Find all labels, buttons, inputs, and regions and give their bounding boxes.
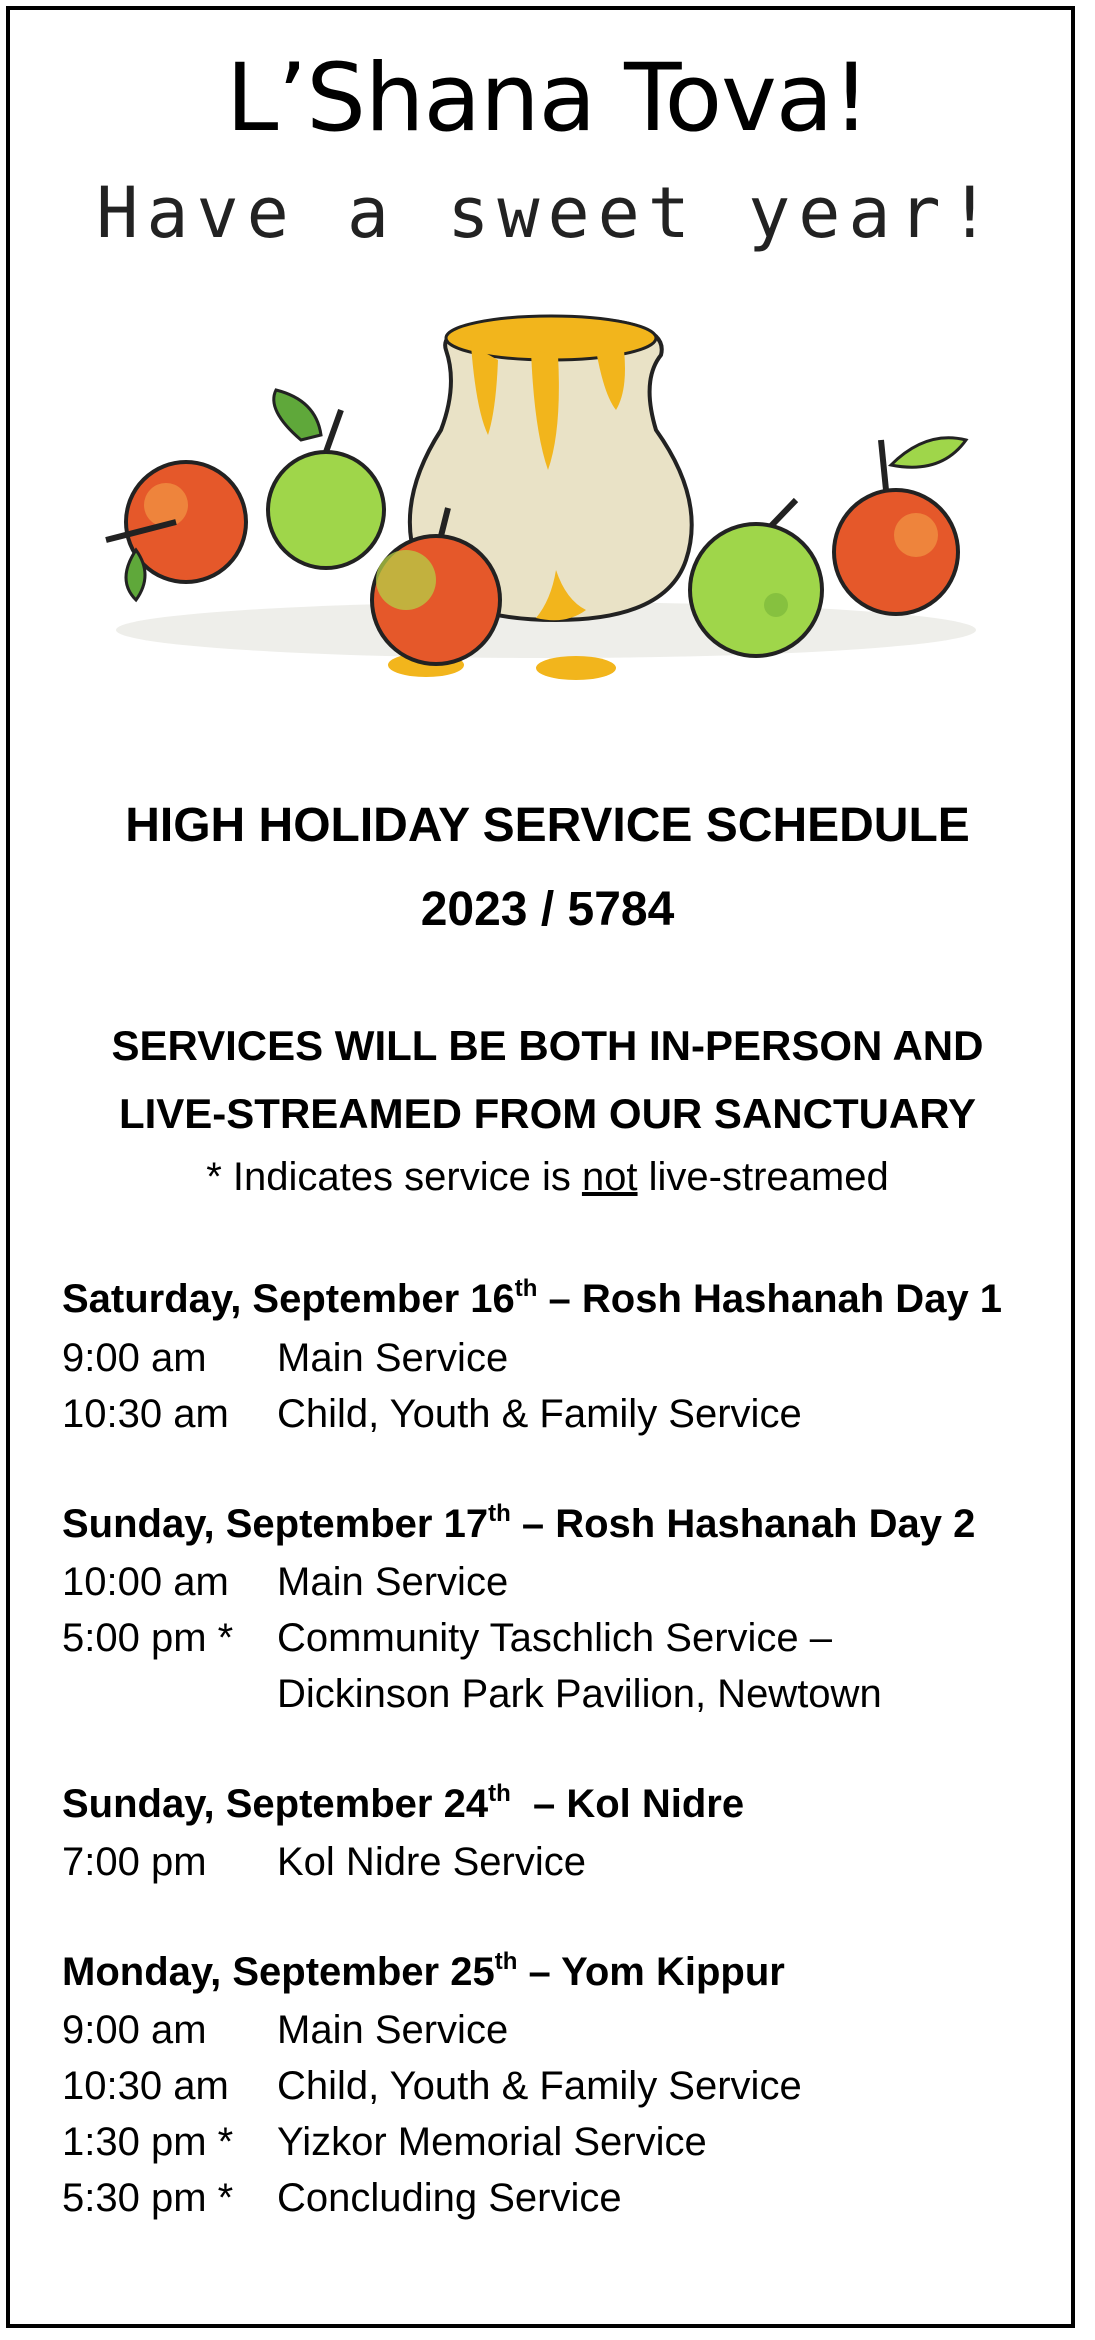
day-holiday: – Rosh Hashanah Day 1	[537, 1277, 1003, 1321]
livestream-note	[0, 1157, 1095, 1197]
day-heading	[62, 1275, 1003, 1321]
red-apple-icon	[106, 462, 246, 600]
service-name: Main Service	[277, 2008, 509, 2052]
day-date: Saturday, September 16	[62, 1277, 515, 1321]
day-heading	[62, 1780, 745, 1826]
schedule-year: 2023 / 5784	[420, 883, 675, 936]
service-name: Main Service	[277, 1336, 509, 1380]
note-suffix: live-streamed	[637, 1155, 889, 1199]
service-name: Yizkor Memorial Service	[277, 2120, 707, 2164]
service-name: Main Service	[277, 1560, 509, 1604]
day-date: Sunday, September 24	[62, 1782, 489, 1826]
services-notice-line2: LIVE-STREAMED FROM OUR SANCTUARY	[118, 1090, 977, 1137]
service-name: Child, Youth & Family Service	[277, 1392, 802, 1436]
day-ordinal: th	[488, 1500, 511, 1527]
service-time: 7:00 pm	[62, 1840, 207, 1884]
red-apple-right-icon	[834, 438, 966, 614]
service-time: 5:30 pm *	[62, 2176, 234, 2220]
day-ordinal: th	[514, 1275, 538, 1302]
service-name: Kol Nidre Service	[277, 1840, 587, 1884]
honey-pot-apples-illustration	[96, 300, 996, 720]
day-heading	[62, 1500, 976, 1546]
day-ordinal: th	[488, 1780, 511, 1807]
services-notice-line1: SERVICES WILL BE BOTH IN-PERSON AND	[111, 1022, 984, 1069]
service-location: Dickinson Park Pavilion, Newtown	[277, 1672, 882, 1716]
day-date: Sunday, September 17	[62, 1502, 489, 1546]
service-name: Child, Youth & Family Service	[277, 2064, 802, 2108]
green-apple-icon	[268, 390, 384, 568]
service-name: Community Taschlich Service –	[277, 1616, 833, 1660]
green-apple-right-icon	[690, 500, 822, 656]
service-time: 9:00 am	[62, 1336, 207, 1380]
tagline: Have a sweet year!	[96, 172, 999, 254]
service-time: 10:30 am	[62, 2064, 229, 2108]
service-time: 9:00 am	[62, 2008, 207, 2052]
service-time: 1:30 pm *	[62, 2120, 234, 2164]
day-ordinal: th	[494, 1948, 518, 1975]
day-holiday: – Kol Nidre	[510, 1782, 745, 1826]
schedule-title: HIGH HOLIDAY SERVICE SCHEDULE	[125, 799, 970, 852]
service-name: Concluding Service	[277, 2176, 622, 2220]
note-emphasis: not	[581, 1155, 638, 1199]
day-date: Monday, September 25	[62, 1950, 495, 1994]
service-time: 5:00 pm *	[62, 1616, 234, 1660]
day-holiday: – Rosh Hashanah Day 2	[510, 1502, 976, 1546]
note-prefix: * Indicates service is	[206, 1155, 582, 1199]
service-time: 10:00 am	[62, 1560, 229, 1604]
greeting-title: L’Shana Tova!	[225, 44, 870, 153]
day-holiday: – Yom Kippur	[517, 1950, 785, 1994]
service-time: 10:30 am	[62, 1392, 229, 1436]
day-heading	[62, 1948, 785, 1994]
